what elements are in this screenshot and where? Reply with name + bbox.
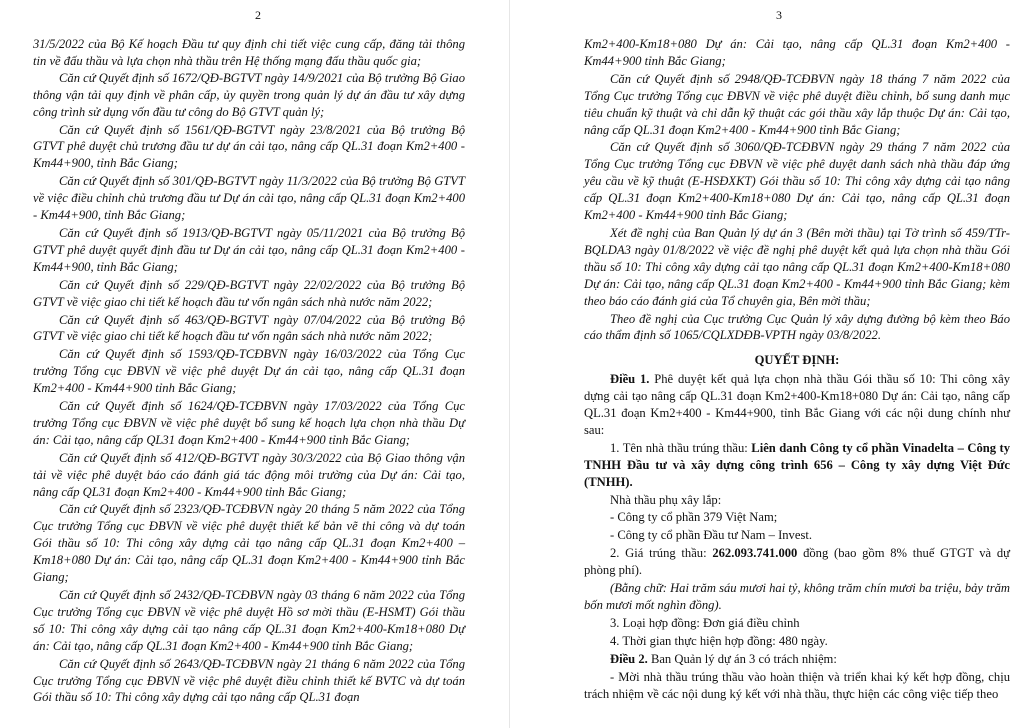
winner-label: 1. Tên nhà thầu trúng thầu:	[610, 440, 748, 455]
contract-type: 3. Loại hợp đồng: Đơn giá điều chỉnh	[610, 615, 800, 630]
right-page-text	[584, 36, 1010, 702]
paragraph: Căn cứ Quyết định số 2948/QĐ-TCĐBVN ngày 18 tháng 7 năm 2022 của Tổng Cục trưởng Tổng cục ĐBVN về việc phê duyệt điều chỉnh, bổ sung danh mục tiêu chuẩn kỹ thuật và chỉ dẫn kỹ thuật các gói thầu xây lắp thuộc Dự án: Cải tạo, nâng cấp QL.31 đoạn Km2+400 - Km44+900 tỉnh Bắc Giang;	[584, 71, 1010, 137]
article-2-text: Ban Quản lý dự án 3 có trách nhiệm:	[650, 651, 837, 666]
article-2-label: Điều 2.	[610, 651, 648, 666]
paragraph: Xét đề nghị của Ban Quản lý dự án 3 (Bên mời thầu) tại Tờ trình số 459/TTr-BQLDA3 ngày 01/8/2022 về việc đề nghị phê duyệt kết quả lựa chọn nhà thầu Gói thầu số 10: Thi công xây dựng cải tạo nâng cấp QL.31 đoạn Km2+400-Km18+080 Dự án: Cải tạo, nâng cấp QL.31 đoạn Km2+400 - Km44+900 tỉnh Bắc Giang; kèm theo báo cáo đánh giá của Tổ chuyên gia, Bên mời thầu;	[584, 225, 1010, 308]
winner	[584, 440, 1010, 491]
paragraph: Căn cứ Quyết định số 1913/QĐ-BGTVT ngày 05/11/2021 của Bộ trưởng Bộ GTVT phê duyệt quyết định đầu tư Dự án cải tạo, nâng cấp QL.31 đoạn Km2+400 - Km44+900, tỉnh Bắc Giang;	[33, 225, 465, 274]
article-1	[584, 371, 1010, 439]
bid-price	[584, 545, 1010, 579]
subcontractor-item: - Công ty cổ phần 379 Việt Nam;	[610, 510, 778, 525]
paragraph: Căn cứ Quyết định số 412/QĐ-BGTVT ngày 30/3/2022 của Bộ Giao thông vận tải về việc phê duyệt báo cáo đánh giá tác động môi trường của Dự án: Cải tạo, nâng cấp QL31 đoạn Km2+400 - Km44+900 tỉnh Bắc Giang;	[33, 450, 465, 499]
subcontractor-item: - Công ty cổ phần Đầu tư Nam – Invest.	[610, 528, 812, 543]
paragraph: Căn cứ Quyết định số 1593/QĐ-TCĐBVN ngày 16/03/2022 của Tổng Cục trưởng Tổng cục ĐBVN về việc phê duyệt Dự án cải tạo, nâng cấp QL.31 đoạn Km2+400 - Km44+900 tỉnh Bắc Giang;	[33, 347, 465, 396]
article-2-item: - Mời nhà thầu trúng thầu vào hoàn thiện và triển khai ký kết hợp đồng, chịu trách nhiệm về các nội dung ký kết với nhà thầu, thực hiện các công việc tiếp theo	[584, 669, 1010, 701]
article-1-text: Phê duyệt kết quả lựa chọn nhà thầu Gói thầu số 10: Thi công xây dựng cải tạo nâng cấp QL.31 đoạn Km2+400-Km18+080 Dự án: Cải tạo, nâng cấp QL.31 đoạn Km2+400 - Km44+900, tỉnh Bắc Giang với các nội dung chính như sau:	[584, 372, 1010, 437]
paragraph: Căn cứ Quyết định số 2323/QĐ-TCĐBVN ngày 20 tháng 5 năm 2022 của Tổng Cục trưởng Tổng cục ĐBVN về việc phê duyệt thiết kế bản vẽ thi công và dự toán Gói thầu số 10: Thi công xây dựng cải tạo nâng cấp QL.31 đoạn Km2+400 – Km18+080 Dự án: Cải tạo, nâng cấp QL.31 đoạn Km2+400 - Km44+900 tỉnh Bắc Giang;	[33, 502, 465, 585]
left-page-text	[33, 36, 465, 706]
paragraph: Căn cứ Quyết định số 2643/QĐ-TCĐBVN ngày 21 tháng 6 năm 2022 của Tổng Cục trưởng Tổng cục ĐBVN về việc phê duyệt điều chỉnh thiết kế BVTC và dự toán Gói thầu số 10: Thi công xây dựng cải tạo nâng cấp QL.31 đoạn	[33, 656, 465, 705]
decision-heading: QUYẾT ĐỊNH:	[754, 353, 840, 368]
paragraph: Căn cứ Quyết định số 1624/QĐ-TCĐBVN ngày 17/03/2022 của Tổng Cục trưởng Tổng cục ĐBVN về việc phê duyệt bổ sung kế hoạch lựa chọn nhà thầu Dự án: Cải tạo, nâng cấp QL31 đoạn Km2+400 - Km44+900 tỉnh Bắc Giang;	[33, 399, 465, 447]
price-value: 262.093.741.000	[712, 546, 798, 561]
paragraph: Căn cứ Quyết định số 301/QĐ-BGTVT ngày 11/3/2022 của Bộ trưởng Bộ GTVT về việc điều chỉnh chủ trương đầu tư Dự án cải tạo, nâng cấp QL.31 đoạn Km2+400 - Km44+900, tỉnh Bắc Giang;	[33, 174, 465, 223]
paragraph: 31/5/2022 của Bộ Kế hoạch Đầu tư quy định chi tiết việc cung cấp, đăng tải thông tin về đấu thầu và lựa chọn nhà thầu trên Hệ thống mạng đấu thầu quốc gia;	[33, 37, 465, 68]
paragraph: Căn cứ Quyết định số 3060/QĐ-TCĐBVN ngày 29 tháng 7 năm 2022 của Tổng Cục trưởng Tổng cục ĐBVN về việc phê duyệt danh sách nhà thầu đáp ứng yêu cầu về kỹ thuật (E-HSĐXKT) Gói thầu số 10: Thi công xây dựng cải tạo nâng cấp QL.31 đoạn Km2+400-Km18+080 Dự án: Cải tạo, nâng cấp QL.31 đoạn Km2+400 - Km44+900 tỉnh Bắc Giang;	[584, 140, 1010, 223]
article-1-label: Điều 1.	[610, 372, 650, 387]
paragraph: Km2+400-Km18+080 Dự án: Cải tạo, nâng cấp QL.31 đoạn Km2+400 - Km44+900 tỉnh Bắc Giang;	[584, 37, 1010, 68]
paragraph: Căn cứ Quyết định số 463/QĐ-BGTVT ngày 07/04/2022 của Bộ trưởng Bộ GTVT về việc giao chi tiết kế hoạch đầu tư vốn ngân sách nhà nước năm 2022;	[33, 312, 465, 344]
paragraph: Theo đề nghị của Cục trưởng Cục Quản lý xây dựng đường bộ kèm theo Báo cáo thẩm định số 1065/CQLXDĐB-VPTH ngày 03/8/2022.	[584, 311, 1010, 343]
paragraph: Căn cứ Quyết định số 229/QĐ-BGTVT ngày 22/02/2022 của Bộ trưởng Bộ GTVT về việc giao chi tiết kế hoạch đầu tư vốn ngân sách nhà nước năm 2022;	[33, 277, 465, 309]
subcontractor-label: Nhà thầu phụ xây lắp:	[610, 492, 722, 507]
paragraph: Căn cứ Quyết định số 1561/QĐ-BGTVT ngày 23/8/2021 của Bộ trưởng Bộ GTVT phê duyệt chủ trương đầu tư dự án cải tạo, nâng cấp QL.31 đoạn Km2+400 - Km44+900, tỉnh Bắc Giang;	[33, 122, 465, 171]
price-suffix: đồng (bao gồm 8% thuế GTGT và dự phòng phí).	[584, 546, 1010, 578]
left-page	[0, 0, 506, 728]
page-number-left: 2	[255, 8, 261, 22]
contract-duration: 4. Thời gian thực hiện hợp đồng: 480 ngày.	[610, 633, 828, 648]
price-in-words: (Bằng chữ: Hai trăm sáu mươi hai tỷ, không trăm chín mươi ba triệu, bảy trăm bốn mươi mốt nghìn đồng).	[584, 581, 1010, 612]
paragraph: Căn cứ Quyết định số 1672/QĐ-BGTVT ngày 14/9/2021 của Bộ trưởng Bộ Giao thông vận tải quy định về phân cấp, ủy quyền trong quản lý dự án đầu tư xây dựng công trình sử dụng vốn đầu tư công do Bộ GTVT quản lý;	[33, 70, 465, 119]
page-number-right: 3	[776, 8, 782, 22]
page-divider	[509, 0, 510, 728]
winner-name: Liên danh Công ty cổ phần Vinadelta – Công ty TNHH Đầu tư và xây dựng công trình 656 – Công ty xây dựng Việt Đức (TNHH).	[584, 440, 1011, 489]
right-page	[514, 0, 1024, 728]
price-label: 2. Giá trúng thầu:	[610, 546, 707, 561]
article-2	[584, 651, 1010, 668]
paragraph: Căn cứ Quyết định số 2432/QĐ-TCĐBVN ngày 03 tháng 6 năm 2022 của Tổng Cục trưởng Tổng cục ĐBVN về việc phê duyệt Hồ sơ mời thầu (E-HSMT) Gói thầu số 10: Thi công xây dựng cải tạo nâng cấp QL.31 đoạn Km2+400-Km18+080 Dự án: Cải tạo, nâng cấp QL.31 đoạn Km2+400 - Km44+900 tỉnh Bắc Giang;	[33, 588, 465, 653]
